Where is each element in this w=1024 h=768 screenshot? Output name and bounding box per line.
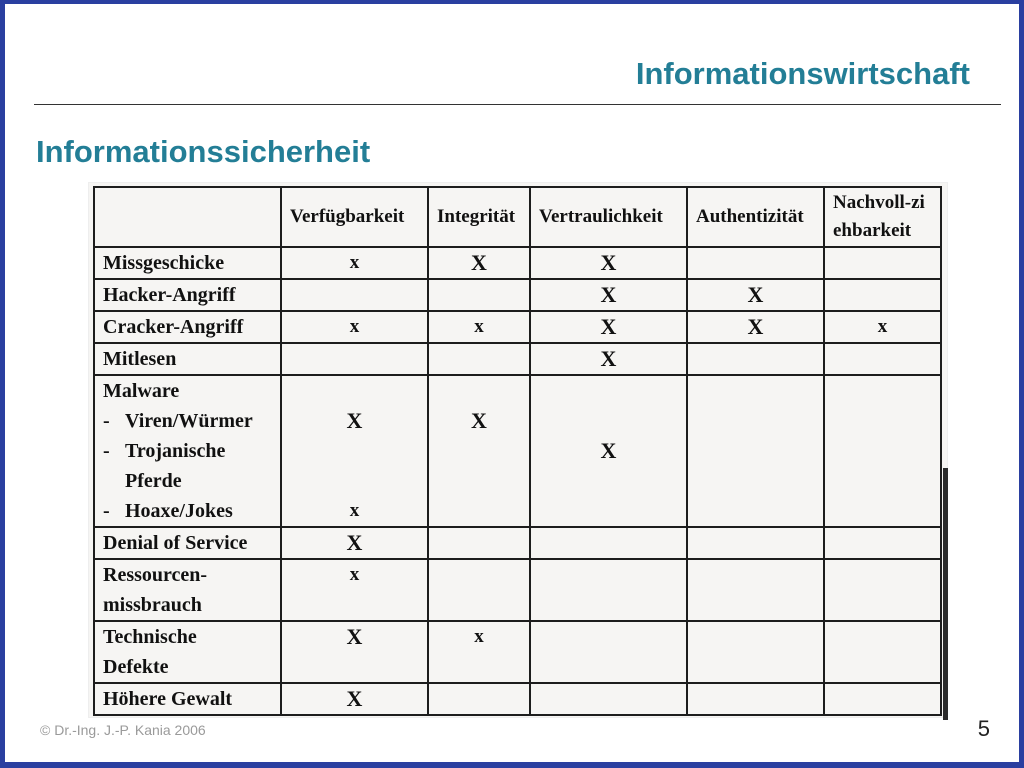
- table-cell: [824, 343, 941, 375]
- table-row: [94, 279, 941, 311]
- table-cell: [824, 559, 941, 621]
- table-cell: [428, 559, 530, 621]
- header-divider: [34, 104, 1001, 105]
- mark: x: [349, 252, 360, 273]
- row-label: Technische: [103, 626, 197, 648]
- table-cell: [281, 559, 428, 621]
- sub-item: [103, 496, 280, 526]
- mark: X: [600, 438, 617, 463]
- row-label-group: [94, 559, 281, 621]
- table-cell: [687, 343, 824, 375]
- column-header: Verfügbarkeit: [281, 187, 428, 247]
- table-row: [94, 527, 941, 559]
- row-label: Malware: [103, 380, 180, 402]
- table-cell: [530, 311, 687, 343]
- table-cell: [824, 621, 941, 683]
- table-cell: [824, 247, 941, 279]
- mark: X: [600, 250, 617, 275]
- page-number: 5: [977, 716, 990, 741]
- table-cell: [687, 527, 824, 559]
- mark: X: [600, 314, 617, 339]
- table-cell: [824, 311, 941, 343]
- section-title: Informationssicherheit: [36, 134, 371, 169]
- table-cell: [687, 621, 824, 683]
- column-header: Authentizität: [687, 187, 824, 247]
- table-cell: [281, 279, 428, 311]
- table-cell: [281, 621, 428, 683]
- mark: x: [349, 316, 360, 337]
- table-cell: [530, 621, 687, 683]
- mark: X: [346, 624, 363, 649]
- mark: X: [600, 346, 617, 371]
- bullet-dash: -: [103, 440, 110, 462]
- mark: x: [474, 626, 484, 647]
- mark: x: [349, 564, 360, 585]
- header-corner: [94, 187, 281, 247]
- row-label-group: [94, 621, 281, 683]
- sub-label: Trojanische: [125, 440, 226, 462]
- mark: X: [600, 282, 617, 307]
- table-row: [94, 621, 941, 683]
- mark: X: [471, 250, 487, 275]
- table-cell: [428, 247, 530, 279]
- mark: X: [346, 408, 363, 433]
- row-label: Höhere Gewalt: [94, 683, 281, 715]
- row-label: Denial of Service: [94, 527, 281, 559]
- table-row: [94, 311, 941, 343]
- column-header: Integrität: [428, 187, 530, 247]
- table-cell: [530, 375, 687, 527]
- row-label: Missgeschicke: [94, 247, 281, 279]
- mark: X: [747, 282, 764, 307]
- row-label: missbrauch: [103, 594, 202, 616]
- sub-item: [103, 406, 280, 436]
- table-cell: [281, 683, 428, 715]
- table-row: [94, 343, 941, 375]
- table-cell: [687, 279, 824, 311]
- row-label-group: [94, 375, 281, 527]
- mark: X: [471, 408, 487, 433]
- table-cell: [281, 311, 428, 343]
- table-row: [94, 247, 941, 279]
- mark: X: [747, 314, 764, 339]
- table-row: [94, 683, 941, 715]
- mark: X: [346, 530, 363, 555]
- bullet-dash: -: [103, 500, 110, 522]
- table-cell: [530, 559, 687, 621]
- table-cell: [687, 311, 824, 343]
- table-row: [94, 375, 941, 527]
- table-cell: [824, 375, 941, 527]
- table-cell: [428, 279, 530, 311]
- table-cell: [530, 343, 687, 375]
- table-cell: [281, 247, 428, 279]
- table-cell: [824, 527, 941, 559]
- table-cell: [687, 375, 824, 527]
- table-cell: [428, 311, 530, 343]
- sub-item: [103, 436, 280, 466]
- table-cell: [428, 343, 530, 375]
- column-header: Vertraulichkeit: [530, 187, 687, 247]
- table-cell: [281, 343, 428, 375]
- table-cell: [530, 527, 687, 559]
- row-label: Cracker-Angriff: [94, 311, 281, 343]
- mark: X: [346, 686, 363, 711]
- table-cell: [687, 559, 824, 621]
- table-cell: [824, 683, 941, 715]
- sub-label: Hoaxe/Jokes: [125, 500, 233, 522]
- row-label: Ressourcen-: [103, 564, 208, 586]
- column-header: [824, 187, 941, 247]
- table-cell: [824, 279, 941, 311]
- table-cell: [530, 247, 687, 279]
- table-cell: [428, 527, 530, 559]
- table-cell: [428, 375, 530, 527]
- table-cell: [428, 621, 530, 683]
- mark: x: [877, 316, 888, 337]
- sub-item: [103, 466, 280, 496]
- sub-label: Viren/Würmer: [125, 410, 253, 432]
- row-label: Mitlesen: [94, 343, 281, 375]
- threat-matrix-table: [93, 186, 942, 716]
- table-cell: [530, 279, 687, 311]
- table-cell: [687, 683, 824, 715]
- bullet-dash: -: [103, 410, 110, 432]
- row-label: Hacker-Angriff: [94, 279, 281, 311]
- mark: x: [474, 316, 484, 337]
- header-title: Informationswirtschaft: [635, 56, 970, 91]
- table-row: [94, 559, 941, 621]
- sub-label: Pferde: [125, 470, 182, 492]
- table-header-row: [94, 187, 941, 247]
- table-cell: [530, 683, 687, 715]
- table-cell: [687, 247, 824, 279]
- column-header-text: Nachvoll-ziehbarkeit: [833, 192, 925, 241]
- table-cell: [281, 527, 428, 559]
- mark: x: [349, 500, 360, 521]
- table-cell: [281, 375, 428, 527]
- footer-copyright: © Dr.-Ing. J.-P. Kania 2006: [40, 722, 206, 738]
- scan-edge-shadow: [943, 468, 948, 720]
- row-label: Defekte: [103, 656, 169, 678]
- table-cell: [428, 683, 530, 715]
